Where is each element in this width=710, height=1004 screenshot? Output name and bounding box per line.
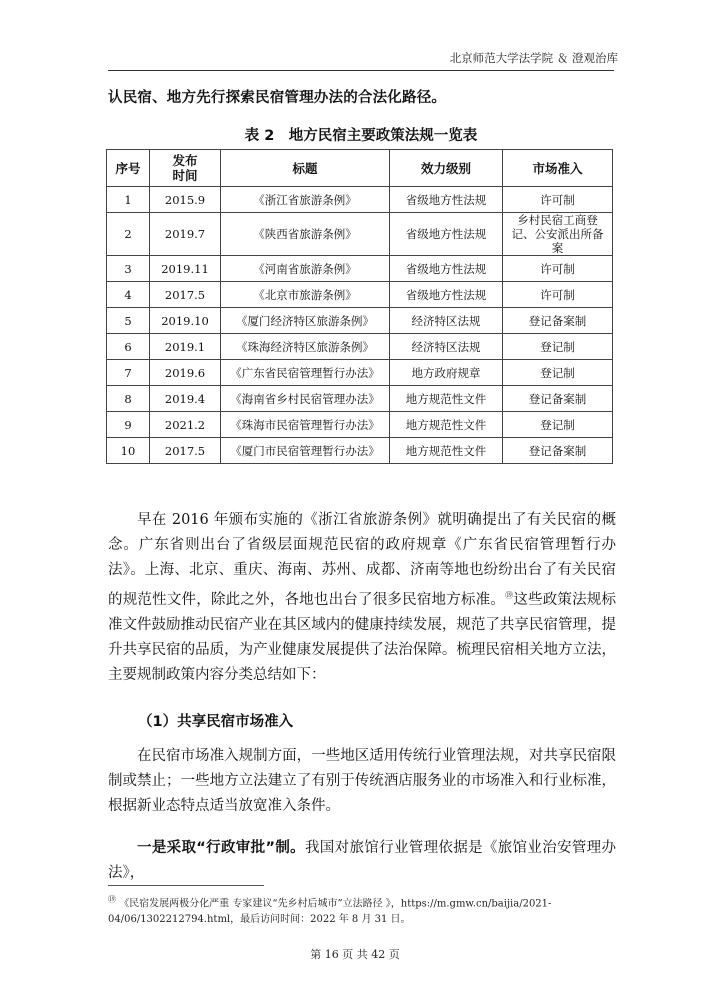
table-row — [107, 308, 613, 334]
cell-level: 地方规范性文件 — [390, 438, 503, 464]
cell-no: 1 — [107, 187, 150, 213]
footnote-mark: ⑲ — [108, 895, 116, 904]
running-header: 北京师范大学法学院 ＆ 澄观治库 — [449, 51, 618, 65]
table-row — [107, 334, 613, 360]
cell-no: 4 — [107, 282, 150, 308]
header-cell-title: 标题 — [221, 150, 390, 187]
cell-no: 6 — [107, 334, 150, 360]
cell-title: 《河南省旅游条例》 — [221, 256, 390, 282]
cell-date: 2019.11 — [150, 256, 221, 282]
header-rule — [108, 70, 614, 71]
table-row — [107, 213, 613, 256]
table-row — [107, 282, 613, 308]
cell-title: 《浙江省旅游条例》 — [221, 187, 390, 213]
policy-table — [106, 149, 613, 464]
cell-level: 地方规范性文件 — [390, 412, 503, 438]
cell-access: 登记制 — [503, 412, 613, 438]
header-date-text: 发布时间 — [172, 153, 198, 183]
cell-access: 登记备案制 — [503, 308, 613, 334]
cell-title: 《北京市旅游条例》 — [221, 282, 390, 308]
header-cell-date — [150, 150, 221, 187]
cell-level: 地方政府规章 — [390, 360, 503, 386]
cell-date: 2019.4 — [150, 386, 221, 412]
cell-title: 《厦门市民宿管理暂行办法》 — [221, 438, 390, 464]
paragraph-1 — [108, 508, 616, 688]
cell-level: 省级地方性法规 — [390, 256, 503, 282]
cell-access: 许可制 — [503, 282, 613, 308]
footnote-ref: ⑲ — [505, 591, 514, 600]
table-row — [107, 386, 613, 412]
cell-access: 乡村民宿工商登记、公安派出所备案 — [503, 213, 613, 256]
header-cell-no: 序号 — [107, 150, 150, 187]
cell-no: 2 — [107, 213, 150, 256]
cell-title: 《珠海市民宿管理暂行办法》 — [221, 412, 390, 438]
paragraph-3 — [108, 836, 616, 886]
cell-level: 省级地方性法规 — [390, 213, 503, 256]
cell-date: 2021.2 — [150, 412, 221, 438]
cell-date: 2019.6 — [150, 360, 221, 386]
footnote-text: 《民宿发展两极分化严重 专家建议“先乡村后城市”立法路径 》，https://m.gmw.cn/baijia/2021-04/06/1302212794.html，最后访问时间：2022 年 8 月 31 日。 — [108, 898, 552, 926]
cell-no: 7 — [107, 360, 150, 386]
cell-title: 《陕西省旅游条例》 — [221, 213, 390, 256]
paragraph-1-text-after: 这些政策法规标准文件鼓励推动民宿产业在其区域内的健康持续发展，规范了共享民宿管理，提升共享民宿的品质，为产业健康发展提供了法治保障。梳理民宿相关地方立法，主要规制政策内容分类总结如下： — [108, 591, 617, 683]
table-row — [107, 187, 613, 213]
cell-no: 9 — [107, 412, 150, 438]
header-cell-access: 市场准入 — [503, 150, 613, 187]
footnote-rule — [108, 885, 264, 886]
table-row — [107, 438, 613, 464]
paragraph-3-text: 我国对旅馆行业管理依据是《旅馆业治安管理办法》， — [108, 840, 617, 881]
cell-level: 经济特区法规 — [390, 308, 503, 334]
cell-no: 10 — [107, 438, 150, 464]
paragraph-2: 在民宿市场准入规制方面，一些地区适用传统行业管理法规，对共享民宿限制或禁止；一些地方立法建立了有别于传统酒店服务业的市场准入和行业标准，根据新业态特点适当放宽准入条件。 — [108, 748, 616, 814]
cell-title: 《海南省乡村民宿管理办法》 — [221, 386, 390, 412]
cell-access: 登记制 — [503, 334, 613, 360]
table-title: 表 2 地方民宿主要政策法规一览表 — [244, 128, 478, 144]
table-header-row — [107, 150, 613, 187]
page-number: 第 16 页 共 42 页 — [310, 948, 400, 961]
cell-date: 2019.7 — [150, 213, 221, 256]
footnote — [108, 892, 616, 928]
cell-date: 2015.9 — [150, 187, 221, 213]
cell-access: 许可制 — [503, 256, 613, 282]
cell-title: 《厦门经济特区旅游条例》 — [221, 308, 390, 334]
cell-level: 省级地方性法规 — [390, 187, 503, 213]
cell-access: 许可制 — [503, 187, 613, 213]
cell-date: 2019.10 — [150, 308, 221, 334]
cell-access: 登记备案制 — [503, 438, 613, 464]
cell-date: 2019.1 — [150, 334, 221, 360]
table-body — [107, 187, 613, 464]
cell-no: 3 — [107, 256, 150, 282]
paragraph-3-bold: 一是采取“行政审批”制。 — [137, 840, 305, 856]
table-row — [107, 360, 613, 386]
cell-level: 地方规范性文件 — [390, 386, 503, 412]
cell-level: 省级地方性法规 — [390, 282, 503, 308]
header-cell-level: 效力级别 — [390, 150, 503, 187]
table-row — [107, 412, 613, 438]
cell-title: 《珠海经济特区旅游条例》 — [221, 334, 390, 360]
table-row — [107, 256, 613, 282]
paragraph-1-text: 早在 2016 年颁布实施的《浙江省旅游条例》就明确提出了有关民宿的概念。广东省则出台了省级层面规范民宿的政府规章《广东省民宿管理暂行办法》。上海、北京、重庆、海南、苏州、成都、济南等地也纷纷出台了有关民宿的规范性文件，除此之外，各地也出台了很多民宿地方标准。 — [108, 512, 616, 608]
cell-no: 8 — [107, 386, 150, 412]
cell-date: 2017.5 — [150, 438, 221, 464]
cell-title: 《广东省民宿管理暂行办法》 — [221, 360, 390, 386]
cell-date: 2017.5 — [150, 282, 221, 308]
cell-access: 登记备案制 — [503, 386, 613, 412]
cell-access: 登记制 — [503, 360, 613, 386]
cell-no: 5 — [107, 308, 150, 334]
intro-line: 认民宿、地方先行探索民宿管理办法的合法化路径。 — [108, 90, 447, 106]
section-heading: （1）共享民宿市场准入 — [138, 714, 294, 730]
cell-level: 经济特区法规 — [390, 334, 503, 360]
